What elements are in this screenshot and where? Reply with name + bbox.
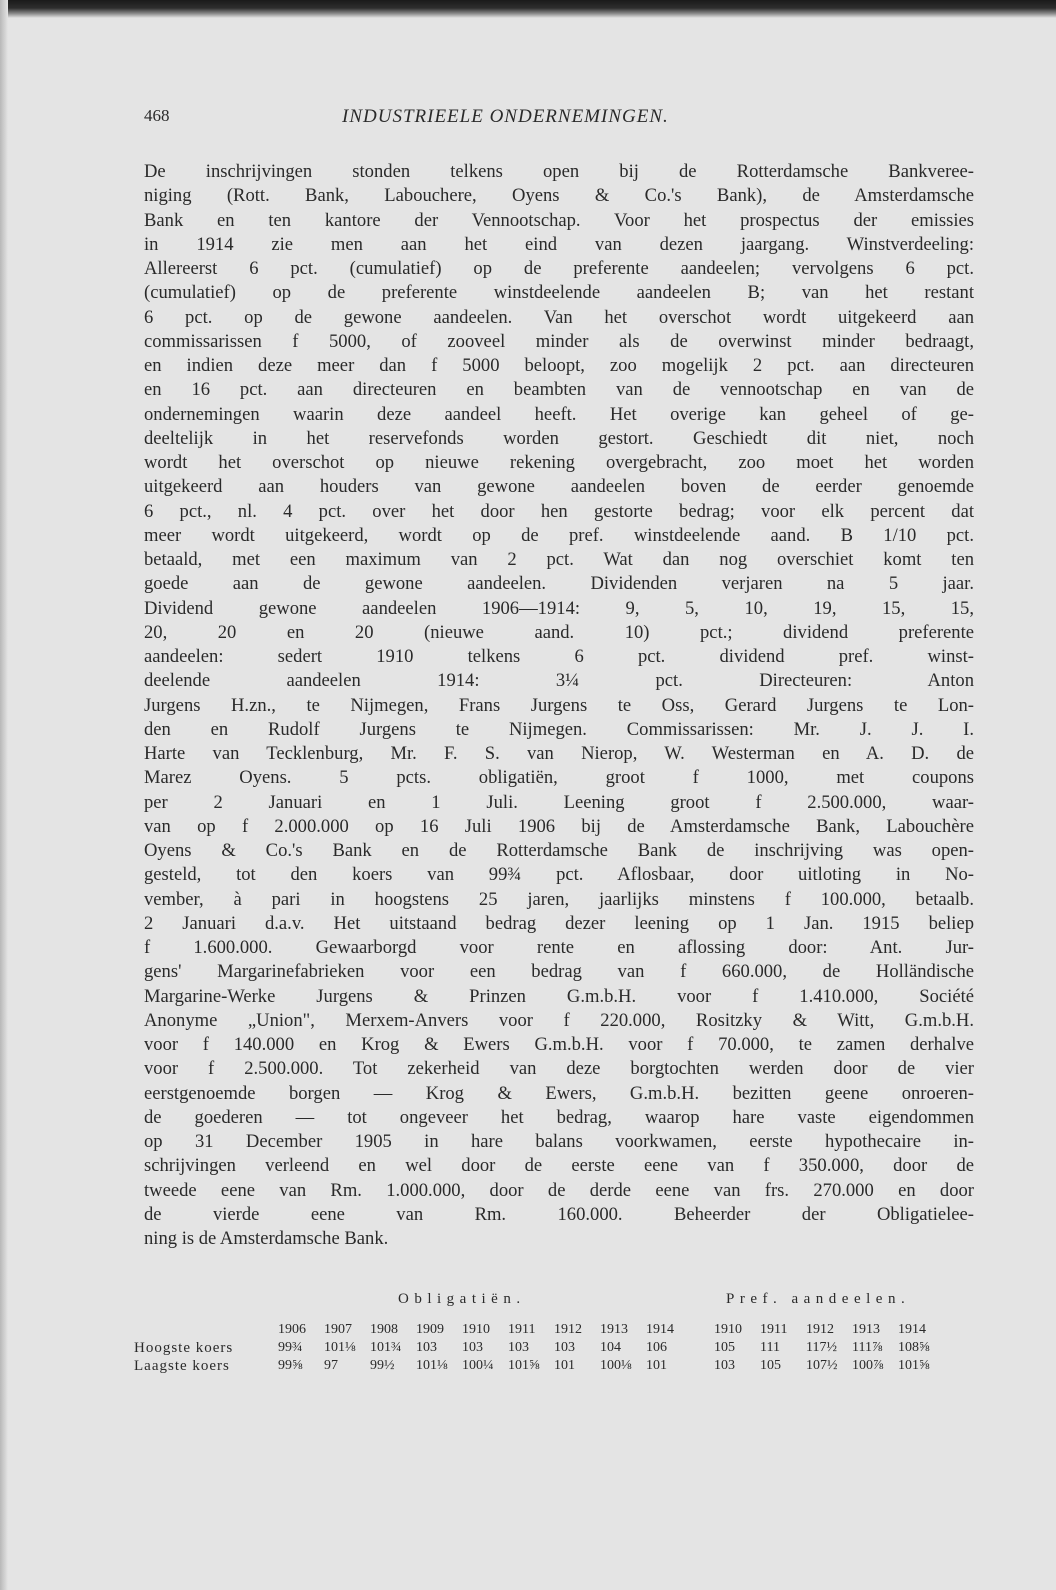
- running-title: INDUSTRIEELE ONDERNEMINGEN.: [342, 106, 669, 127]
- koers-value: 105: [714, 1340, 735, 1356]
- text-line: f 1.600.000. Gewaarborgd voor rente en aflossing door: Ant. Jur-: [144, 937, 974, 958]
- koers-value: 99⅝: [278, 1358, 303, 1374]
- text-line: vember, à pari in hoogstens 25 jaren, jaarlijks minstens f 100.000, betaalb.: [144, 888, 974, 910]
- text-line: deelende aandeelen 1914: 3¼ pct. Directeuren: Anton: [144, 670, 974, 692]
- koersen-table: [134, 1321, 944, 1375]
- text-line: (cumulatief) op de preferente winstdeelende aandeelen B; van het restant: [144, 282, 974, 304]
- column-gap: [692, 1357, 714, 1375]
- year-header: 1913: [600, 1322, 628, 1338]
- koers-value: 101: [554, 1358, 575, 1374]
- koers-value: 101⅝: [898, 1358, 930, 1374]
- year-header: 1914: [646, 1322, 674, 1338]
- year-header: 1906: [278, 1322, 306, 1338]
- text-line: in 1914 zie men aan het eind van dezen jaargang. Winstverdeeling:: [144, 233, 974, 255]
- text-line: commissarissen f 5000, of zooveel minder als de overwinst minder bedraagt,: [144, 330, 974, 352]
- scan-left-edge-shadow: [0, 0, 8, 1590]
- koers-value: 103: [714, 1358, 735, 1374]
- text-line: wordt het overschot op nieuwe rekening overgebracht, zoo moet het worden: [144, 452, 974, 473]
- year-header: 1908: [370, 1322, 398, 1338]
- koers-value: 106: [646, 1340, 667, 1356]
- pref-aandeelen-heading: Pref. aandeelen.: [726, 1291, 911, 1308]
- table-headings: [144, 1291, 974, 1321]
- text-line: uitgekeerd aan houders van gewone aandeelen boven de eerder genoemde: [144, 476, 974, 498]
- text-line: Anonyme „Union", Merxem-Anvers voor f 220.000, Rositzky & Witt, G.m.b.H.: [144, 1009, 974, 1031]
- text-line: en 16 pct. aan directeuren en beambten van de vennootschap en van de: [144, 379, 974, 401]
- text-line: Allereerst 6 pct. (cumulatief) op de preferente aandeelen; vervolgens 6 pct.: [144, 258, 974, 279]
- column-gap: [692, 1339, 714, 1357]
- koers-value: 104: [600, 1340, 621, 1356]
- year-header: 1914: [898, 1322, 926, 1338]
- text-line: Bank en ten kantore der Vennootschap. Voor het prospectus der emissies: [144, 209, 974, 231]
- text-line: 6 pct. op de gewone aandeelen. Van het overschot wordt uitgekeerd aan: [144, 306, 974, 328]
- year-header: 1910: [714, 1322, 742, 1338]
- koers-value: 103: [462, 1340, 483, 1356]
- koers-value: 101⅛: [324, 1340, 356, 1356]
- text-line: ondernemingen waarin deze aandeel heeft. Het overige kan geheel of ge-: [144, 403, 974, 425]
- text-line: de goederen — tot ongeveer het bedrag, waarop hare vaste eigendommen: [144, 1106, 974, 1128]
- koers-value: 107½: [806, 1358, 838, 1374]
- koers-value: 111⅞: [852, 1340, 883, 1356]
- column-gap: [692, 1321, 714, 1339]
- year-header: 1913: [852, 1322, 880, 1338]
- text-line: Harte van Tecklenburg, Mr. F. S. van Nierop, W. Westerman en A. D. de: [144, 743, 974, 764]
- text-line: gesteld, tot den koers van 99¾ pct. Aflosbaar, door uitloting in No-: [144, 864, 974, 886]
- years-row: [134, 1321, 944, 1339]
- koers-value: 103: [416, 1340, 437, 1356]
- text-line: de vierde eene van Rm. 160.000. Beheerder der Obligatielee-: [144, 1203, 974, 1225]
- text-line: van op f 2.000.000 op 16 Juli 1906 bij de Amsterdamsche Bank, Labouchère: [144, 815, 974, 837]
- text-line: gens' Margarinefabrieken voor een bedrag van f 660.000, de Holländische: [144, 961, 974, 983]
- text-line: Marez Oyens. 5 pcts. obligatiën, groot f 1000, met coupons: [144, 767, 974, 789]
- koers-value: 117½: [806, 1340, 837, 1356]
- text-line: 20, 20 en 20 (nieuwe aand. 10) pct.; dividend preferente: [144, 621, 974, 643]
- text-line: meer wordt uitgekeerd, wordt op de pref. winstdeelende aand. B 1/10 pct.: [144, 524, 974, 546]
- year-header: 1911: [760, 1322, 788, 1338]
- text-line: per 2 Januari en 1 Juli. Leening groot f 2.500.000, waar-: [144, 791, 974, 813]
- koers-value: 97: [324, 1358, 338, 1374]
- text-line: 6 pct., nl. 4 pct. over het door hen gestorte bedrag; voor elk percent dat: [144, 500, 974, 522]
- text-line: voor f 2.500.000. Tot zekerheid van deze borgtochten werden door de vier: [144, 1058, 974, 1080]
- year-header: 1911: [508, 1322, 536, 1338]
- year-header: 1912: [806, 1322, 834, 1338]
- koers-value: 100¼: [462, 1358, 494, 1374]
- year-header: 1910: [462, 1322, 490, 1338]
- text-line: 2 Januari d.a.v. Het uitstaand bedrag dezer leening op 1 Jan. 1915 beliep: [144, 912, 974, 934]
- text-line: goede aan de gewone aandeelen. Dividenden verjaren na 5 jaar.: [144, 573, 974, 595]
- text-line: aandeelen: sedert 1910 telkens 6 pct. dividend pref. winst-: [144, 646, 974, 667]
- running-head: [144, 96, 974, 126]
- text-line: tweede eene van Rm. 1.000.000, door de derde eene van frs. 270.000 en door: [144, 1179, 974, 1201]
- koersen-table-section: [134, 1291, 974, 1375]
- text-line: betaald, met een maximum van 2 pct. Wat dan nog overschiet komt ten: [144, 549, 974, 570]
- koers-value: 101: [646, 1358, 667, 1374]
- text-line: deeltelijk in het reservefonds worden gestort. Geschiedt dit niet, noch: [144, 427, 974, 449]
- koers-value: 101¾: [370, 1340, 402, 1356]
- text-line: en indien deze meer dan f 5000 beloopt, zoo mogelijk 2 pct. aan directeuren: [144, 355, 974, 376]
- year-header: 1907: [324, 1322, 352, 1338]
- koers-value: 101⅝: [508, 1358, 540, 1374]
- table-row: [134, 1357, 944, 1375]
- scan-top-edge-shadow: [0, 0, 1056, 18]
- body-text: [144, 160, 974, 1251]
- koers-value: 99¾: [278, 1340, 303, 1356]
- koers-value: 99½: [370, 1358, 395, 1374]
- text-line: eerstgenoemde borgen — Krog & Ewers, G.m.b.H. bezitten geene onroeren-: [144, 1082, 974, 1104]
- koers-value: 101⅛: [416, 1358, 448, 1374]
- koers-value: 100⅛: [600, 1358, 632, 1374]
- text-line: schrijvingen verleend en wel door de eerste eene van f 350.000, door de: [144, 1155, 974, 1177]
- table-row: [134, 1339, 944, 1357]
- koers-value: 100⅞: [852, 1358, 884, 1374]
- text-line: den en Rudolf Jurgens te Nijmegen. Commissarissen: Mr. J. J. I.: [144, 718, 974, 740]
- row-label: Hoogste koers: [134, 1339, 234, 1356]
- page-number: 468: [144, 106, 170, 125]
- year-header: 1909: [416, 1322, 444, 1338]
- koers-value: 108⅝: [898, 1340, 930, 1356]
- book-page: [134, 96, 974, 1375]
- koers-value: 103: [554, 1340, 575, 1356]
- text-line: Jurgens H.zn., te Nijmegen, Frans Jurgens te Oss, Gerard Jurgens te Lon-: [144, 694, 974, 716]
- text-line: voor f 140.000 en Krog & Ewers G.m.b.H. voor f 70.000, te zamen derhalve: [144, 1034, 974, 1055]
- empty-label-cell: [134, 1321, 278, 1339]
- text-line: Margarine-Werke Jurgens & Prinzen G.m.b.H. voor f 1.410.000, Société: [144, 985, 974, 1007]
- text-line: Oyens & Co.'s Bank en de Rotterdamsche Bank de inschrijving was open-: [144, 840, 974, 861]
- text-line: niging (Rott. Bank, Labouchere, Oyens & Co.'s Bank), de Amsterdamsche: [144, 185, 974, 207]
- text-line: Dividend gewone aandeelen 1906—1914: 9, 5, 10, 19, 15, 15,: [144, 597, 974, 619]
- text-line: op 31 December 1905 in hare balans voorkwamen, eerste hypothecaire in-: [144, 1131, 974, 1152]
- koers-value: 111: [760, 1340, 780, 1356]
- row-label: Laagste koers: [134, 1357, 230, 1374]
- obligatien-heading: Obligatiën.: [398, 1291, 526, 1308]
- text-line: ning is de Amsterdamsche Bank.: [144, 1228, 389, 1249]
- year-header: 1912: [554, 1322, 582, 1338]
- koers-value: 105: [760, 1358, 781, 1374]
- koers-value: 103: [508, 1340, 529, 1356]
- text-line: De inschrijvingen stonden telkens open bij de Rotterdamsche Bankveree-: [144, 161, 974, 182]
